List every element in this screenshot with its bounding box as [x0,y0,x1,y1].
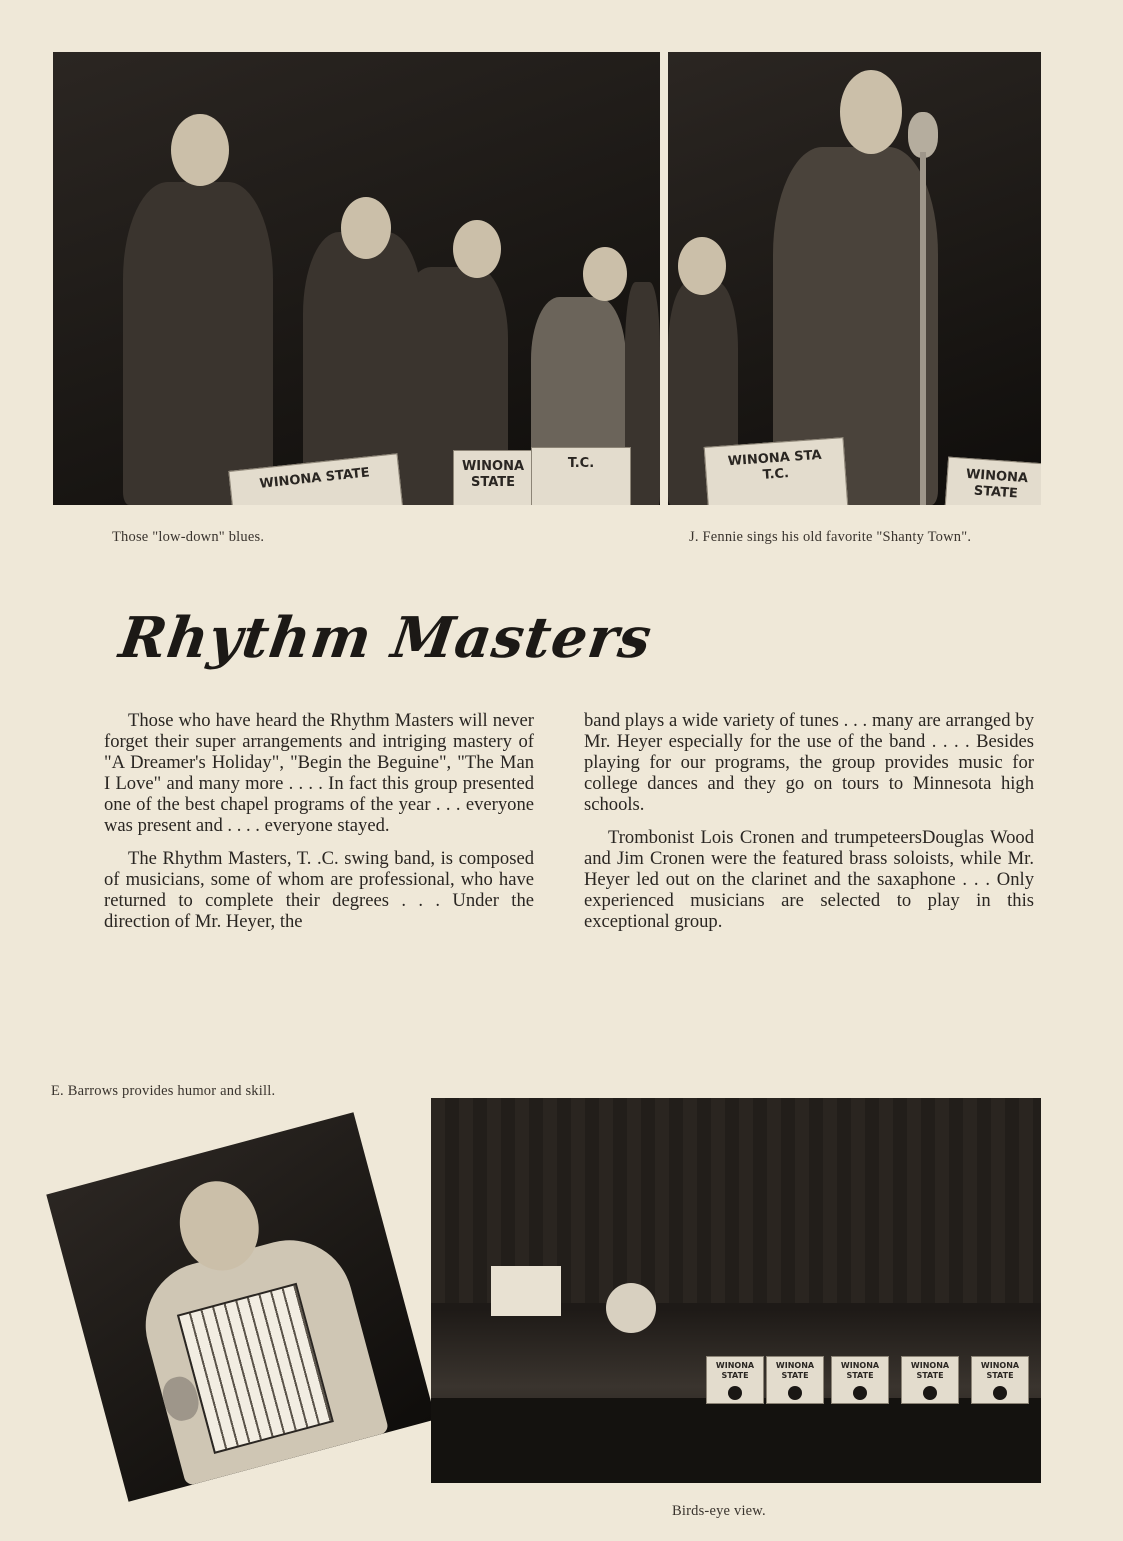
stage-floor [431,1398,1041,1483]
photo-band-stage [431,1098,1041,1483]
article-column-right [584,710,1034,944]
music-stand [453,450,533,505]
music-stand [766,1356,824,1404]
photo-accordionist [46,1112,435,1501]
article-title: Rhythm Masters [115,605,657,671]
paragraph: The Rhythm Masters, T. .C. swing band, is composed of musicians, some of whom are professional, who have returned to complete their degrees . . . Under the direction of Mr. Heyer, the [104,848,534,932]
figure-head [678,237,726,295]
caption-singer: J. Fennie sings his old favorite "Shanty Town". [689,529,972,545]
stand-emblem [923,1386,937,1400]
stand-label: WINONA STATE [461,459,525,490]
paragraph: band plays a wide variety of tunes . . . many are arranged by Mr. Heyer especially for the use of the band . . . . Besides playing for our programs, the group provides music for college dances and they go on tours to Minnesota high schools. [584,710,1034,815]
figure-head [583,247,627,301]
stand-label: WINONA STATE [715,1361,755,1380]
paragraph: Trombonist Lois Cronen and trumpeteersDouglas Wood and Jim Cronen were the featured brass soloists, while Mr. Heyer led out on the clarinet and the saxaphone . . . Only experienced musicians are selected to play in this exceptional group. [584,827,1034,932]
stand-emblem [728,1386,742,1400]
caption-accordionist: E. Barrows provides humor and skill. [51,1083,276,1099]
figure-head-singer [840,70,902,154]
stand-label: WINONA STATE [980,1361,1020,1380]
music-stand [831,1356,889,1404]
figure-head [341,197,391,259]
stand-label: WINONA STATE [965,466,1029,502]
music-stand [971,1356,1029,1404]
figure-clarinetist [123,182,273,505]
music-stand [706,1356,764,1404]
figure-head [171,114,229,186]
caption-band-stage: Birds-eye view. [672,1503,766,1519]
stand-label: WINONA STATE [258,465,371,492]
drum-kit [606,1283,656,1333]
stand-label: T.C. [567,456,595,471]
stand-label: T.C. [762,465,790,483]
music-stand [704,437,849,505]
article-column-left [104,710,534,944]
stand-emblem [853,1386,867,1400]
paragraph: Those who have heard the Rhythm Masters will never forget their super arrangements and intriging mastery of "A Dreamer's Holiday", "Begin the Beguine", "The Man I Love" and many more . . . . In fact this group presented one of the best chapel programs of the year . . . everyone was present and . . . . everyone stayed. [104,710,534,836]
piano [491,1266,561,1316]
stand-label: WINONA STATE [840,1361,880,1380]
stand-emblem [788,1386,802,1400]
stand-emblem [993,1386,1007,1400]
figure-head [453,220,501,278]
music-stand [944,457,1041,505]
photo-singer [668,52,1041,505]
music-stand [531,447,631,505]
stand-label: WINONA STA [727,447,823,470]
stand-label: WINONA STATE [775,1361,815,1380]
music-stand [901,1356,959,1404]
microphone-stand [920,152,926,505]
stand-label: WINONA STATE [910,1361,950,1380]
photo-saxophone-section [53,52,660,505]
caption-saxophone-section: Those "low-down" blues. [112,529,265,545]
